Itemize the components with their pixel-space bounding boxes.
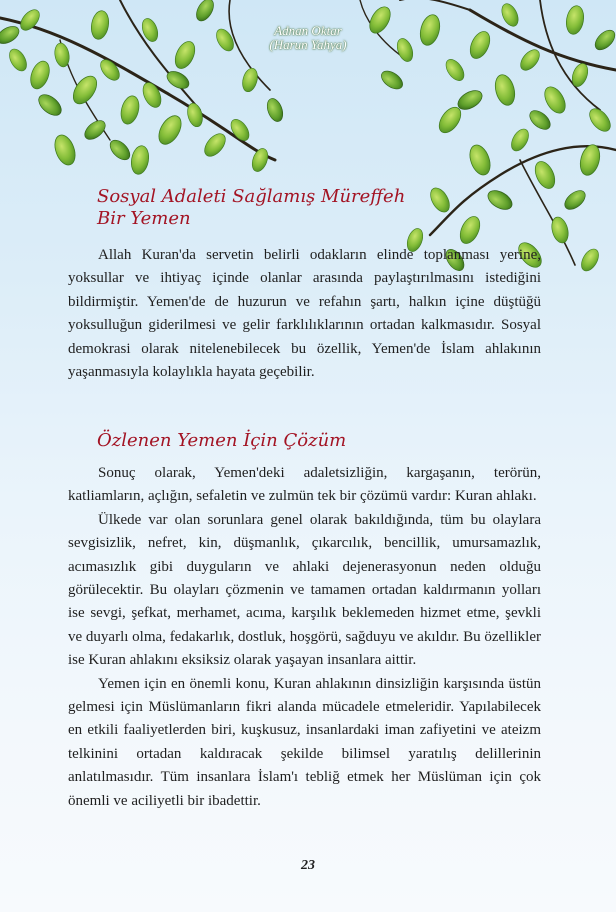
paragraph: Allah Kuran'da servetin belirli odakların elinde toplanması yerine, yoksullar ve ihtiyaç içinde olanlar arasında paylaştırılmasını istediğini bildirmiştir. Yemen'de de huzurun ve refahın şartı, halkın içine düştüğü yoksulluğun giderilmesi ve gelir farklılıklarının ortadan kalkmasıdır. Sosyal demokrasi olarak nitelenebilecek bu özellik, Yemen'de İslam ahlakının yaşanmasıyla kolaylıkla hayata geçebilir. (68, 247, 541, 381)
author-name: Adnan Oktar (274, 23, 342, 38)
page-number: 23 (301, 858, 315, 873)
heading-1-line-1: Sosyal Adaleti Sağlamış Müreffeh (97, 186, 406, 207)
section-heading-2: Özlenen Yemen İçin Çözüm (97, 430, 347, 451)
author-credit (252, 24, 364, 52)
section-heading-1 (97, 186, 405, 230)
author-pseudonym: (Harun Yahya) (269, 37, 347, 52)
paragraph: Yemen için en önemli konu, Kuran ahlakının dinsizliğin karşısında üstün gelmesi için Müslümanların fikri alanda mücadele etmeleridir. Yapılabilecek en etkili faaliyetlerden biri, kuşkusuz, insanlardaki iman zafiyetini ve ateizm telkinini ortadan kaldıracak şekilde bilimsel yaratılış delillerinin anlatılmasıdır. Tüm insanlara İslam'ı tebliğ etmek her Müslüman için çok önemli ve aciliyetli bir ibadettir. (68, 675, 541, 809)
paragraph: Sonuç olarak, Yemen'deki adaletsizliğin, kargaşanın, terörün, katliamların, açlığın, sefaletin ve zulmün tek bir çözümü vardır: Kuran ahlakı. (68, 465, 541, 505)
section-1-body (68, 244, 541, 384)
paragraph: Ülkede var olan sorunlara genel olarak bakıldığında, tüm bu olaylara sevgisizlik, nefret, kin, düşmanlık, çıkarcılık, bencillik, umursamazlık, acımasızlık gibi duyguların ve ahlaki dejenerasyonun neden olduğu görülecektir. Bu olayları çözmenin ve tamamen ortadan kaldırmanın yolları ise sevgi, şefkat, merhamet, acıma, karşılık beklemeden hizmet etme, şevkli ve duyarlı olma, fedakarlık, dostluk, hoşgörü, sağduyu ve akıldır. Bu özellikler ise Kuran ahlakını eksiksiz olarak yaşayan insanlara aittir. (68, 511, 541, 669)
section-2-body (68, 462, 541, 813)
heading-1-line-2: Bir Yemen (97, 208, 191, 229)
